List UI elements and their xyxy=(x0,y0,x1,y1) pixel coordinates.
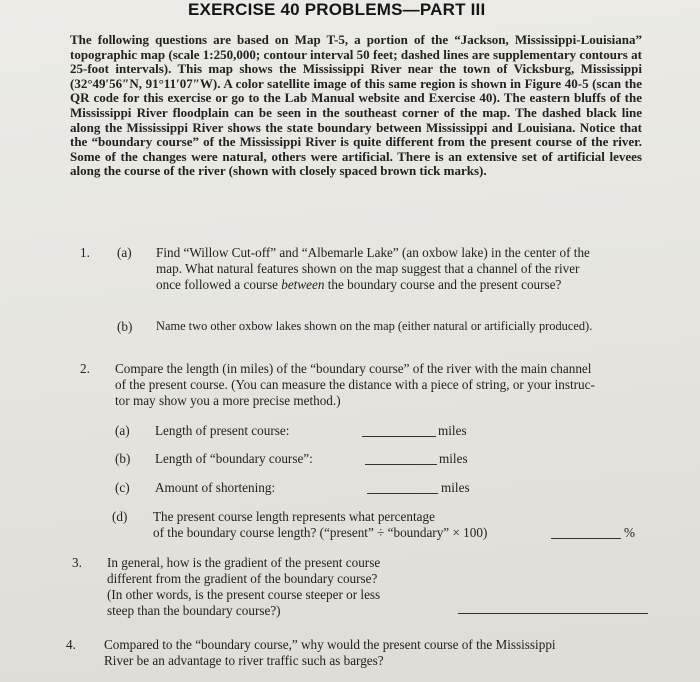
answer-blank-shortening[interactable] xyxy=(367,493,438,494)
question-text: steep than the boundary course?) xyxy=(107,603,281,618)
question-number: 4. xyxy=(66,637,76,652)
answer-blank-percentage[interactable] xyxy=(551,538,621,539)
question-number: 1. xyxy=(80,245,90,260)
question-text xyxy=(156,277,561,293)
answer-blank-boundary-length[interactable] xyxy=(365,464,437,465)
unit-label: miles xyxy=(441,480,470,495)
question-text: (In other words, is the present course steeper or less xyxy=(107,587,381,602)
page-title: EXERCISE 40 PROBLEMS—PART III xyxy=(188,0,486,19)
unit-label: miles xyxy=(439,451,468,466)
question-text: once followed a course xyxy=(156,277,282,292)
part-label: (b) xyxy=(117,319,133,334)
intro-text: The following questions are based on Map T-5, a portion of the “Jackson, Mississippi-Louisiana” topographic map (scale 1:250,000; contour interval 50 feet; dashed lines are supplementary contours at 25-foot intervals). This map shows the Mississippi River near the town of Vicksburg, Mississippi (32°49′56″N, 91°11′07″W). A color satellite image of this same region is shown in Figure 40-5 (scan the QR code for this exercise or go to the Lab Manual website and Exercise 40). The eastern bluffs of the Mississippi River floodplain can be seen in the southeast corner of the map. The dashed black line along the Mississippi River shows the state boundary between Mississippi and Louisiana. Notice that the “boundary course” of the Mississippi River is quite different from the present course of the river. Some of the changes were natural, others were artificial. There is an extensive set of artificial levees along the course of the river (shown with closely spaced brown tick marks). xyxy=(70,32,642,179)
question-text: Compared to the “boundary course,” why would the present course of the Mississippi xyxy=(104,637,556,652)
part-label: (d) xyxy=(112,509,128,524)
unit-label: miles xyxy=(438,423,467,438)
question-text: Name two other oxbow lakes shown on the map (either natural or artificially produced). xyxy=(156,319,593,333)
part-label: (c) xyxy=(115,480,130,495)
question-text: Amount of shortening: xyxy=(155,480,276,495)
intro-paragraph xyxy=(70,33,642,179)
part-label: (b) xyxy=(115,451,131,466)
question-text: Length of “boundary course”: xyxy=(155,451,313,466)
answer-blank-present-length[interactable] xyxy=(362,436,436,437)
question-text: Compare the length (in miles) of the “boundary course” of the river with the main channel xyxy=(115,361,592,376)
question-text: of the present course. (You can measure the distance with a piece of string, or your instruc- xyxy=(115,377,595,392)
question-text: different from the gradient of the boundary course? xyxy=(107,571,378,586)
question-text: of the boundary course length? (“present” ÷ “boundary” × 100) xyxy=(153,525,488,540)
unit-label: % xyxy=(624,525,635,540)
question-text: The present course length represents what percentage xyxy=(153,509,435,524)
question-number: 3. xyxy=(72,555,82,570)
emphasis-text: between xyxy=(281,277,325,292)
question-number: 2. xyxy=(80,361,90,376)
question-text: River be an advantage to river traffic such as barges? xyxy=(104,653,384,668)
question-text: In general, how is the gradient of the present course xyxy=(107,555,381,570)
part-label: (a) xyxy=(117,245,132,260)
question-text: Find “Willow Cut-off” and “Albemarle Lake” (an oxbow lake) in the center of the xyxy=(156,245,590,260)
question-text: map. What natural features shown on the map suggest that a channel of the river xyxy=(156,261,580,276)
question-text: the boundary course and the present course? xyxy=(324,277,562,292)
part-label: (a) xyxy=(115,423,130,438)
question-text: Length of present course: xyxy=(155,423,290,438)
question-text: tor may show you a more precise method.) xyxy=(115,393,341,408)
answer-blank-gradient[interactable] xyxy=(458,613,648,614)
